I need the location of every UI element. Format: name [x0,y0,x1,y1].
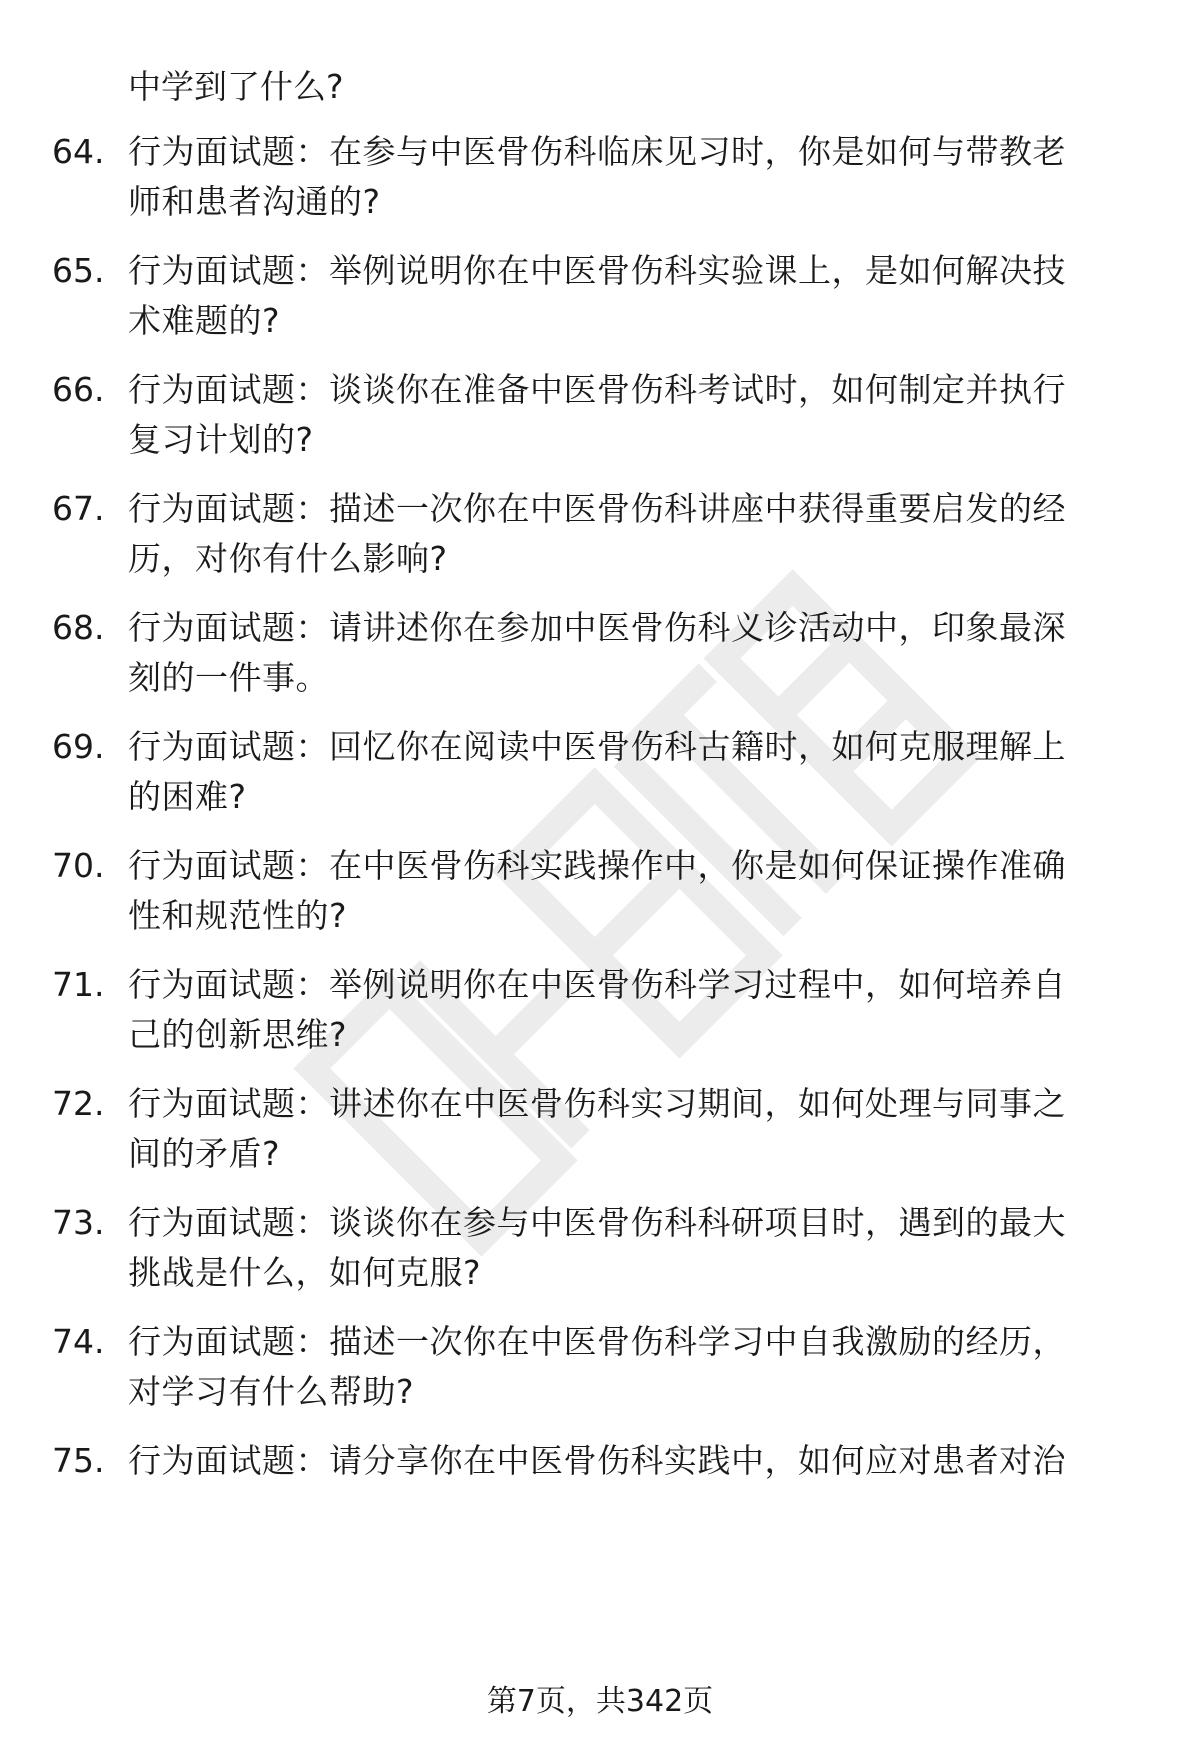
question-text [128,841,1138,941]
question-line: 行为面试题：在参与中医骨伤科临床见习时，你是如何与带教老 [128,132,1066,171]
question-text [128,960,1138,1060]
list-item [0,960,1200,1070]
list-item [0,841,1200,951]
question-text [128,365,1138,465]
question-line: 刻的一件事。 [128,658,329,697]
question-line: 行为面试题：请讲述你在参加中医骨伤科义诊活动中，印象最深 [128,608,1066,647]
question-line: 术难题的? [128,301,281,340]
question-text [128,1079,1138,1179]
question-number: 71. [52,965,105,1004]
question-line: 己的创新思维? [128,1015,348,1054]
question-line: 的困难? [128,777,247,816]
continuation-text: 中学到了什么? [128,67,344,106]
question-line: 行为面试题：举例说明你在中医骨伤科学习过程中，如何培养自 [128,965,1066,1004]
list-item [0,722,1200,832]
page-footer: 第7页，共342页 [486,1684,714,1719]
question-number: 74. [52,1322,105,1361]
question-number: 66. [52,370,105,409]
question-line: 行为面试题：在中医骨伤科实践操作中，你是如何保证操作准确 [128,846,1066,885]
question-number: 75. [52,1441,105,1480]
list-item [0,365,1200,475]
question-line: 复习计划的? [128,420,314,459]
list-item [0,246,1200,356]
question-text [128,484,1138,584]
question-number: 64. [52,132,105,171]
question-text [128,246,1138,346]
question-text [128,127,1138,227]
question-number: 68. [52,608,105,647]
list-item [0,127,1200,237]
list-item [0,1079,1200,1189]
question-text [128,722,1138,822]
question-text [128,603,1138,703]
question-text [128,1198,1138,1298]
question-line: 历，对你有什么影响? [128,539,448,578]
list-item [0,1436,1200,1546]
list-item [0,603,1200,713]
question-number: 65. [52,251,105,290]
question-line: 对学习有什么帮助? [128,1372,415,1411]
list-item [0,1317,1200,1427]
question-line: 间的矛盾? [128,1134,281,1173]
question-line: 挑战是什么，如何克服? [128,1253,482,1292]
question-number: 67. [52,489,105,528]
question-line: 行为面试题：请分享你在中医骨伤科实践中，如何应对患者对治 [128,1441,1066,1480]
question-line: 行为面试题：举例说明你在中医骨伤科实验课上，是如何解决技 [128,251,1066,290]
question-number: 70. [52,846,105,885]
question-number: 72. [52,1084,105,1123]
question-line: 行为面试题：谈谈你在准备中医骨伤科考试时，如何制定并执行 [128,370,1066,409]
question-number: 73. [52,1203,105,1242]
question-line: 行为面试题：回忆你在阅读中医骨伤科古籍时，如何克服理解上 [128,727,1066,766]
question-text [128,1436,1138,1486]
question-line: 师和患者沟通的? [128,182,381,221]
question-line: 性和规范性的? [128,896,348,935]
question-line: 行为面试题：讲述你在中医骨伤科实习期间，如何处理与同事之 [128,1084,1066,1123]
question-line: 行为面试题：描述一次你在中医骨伤科学习中自我激励的经历， [128,1322,1066,1361]
question-line: 行为面试题：描述一次你在中医骨伤科讲座中获得重要启发的经 [128,489,1066,528]
question-number: 69. [52,727,105,766]
question-text [128,1317,1138,1417]
question-line: 行为面试题：谈谈你在参与中医骨伤科科研项目时，遇到的最大 [128,1203,1066,1242]
list-item [0,1198,1200,1308]
list-item [0,484,1200,594]
